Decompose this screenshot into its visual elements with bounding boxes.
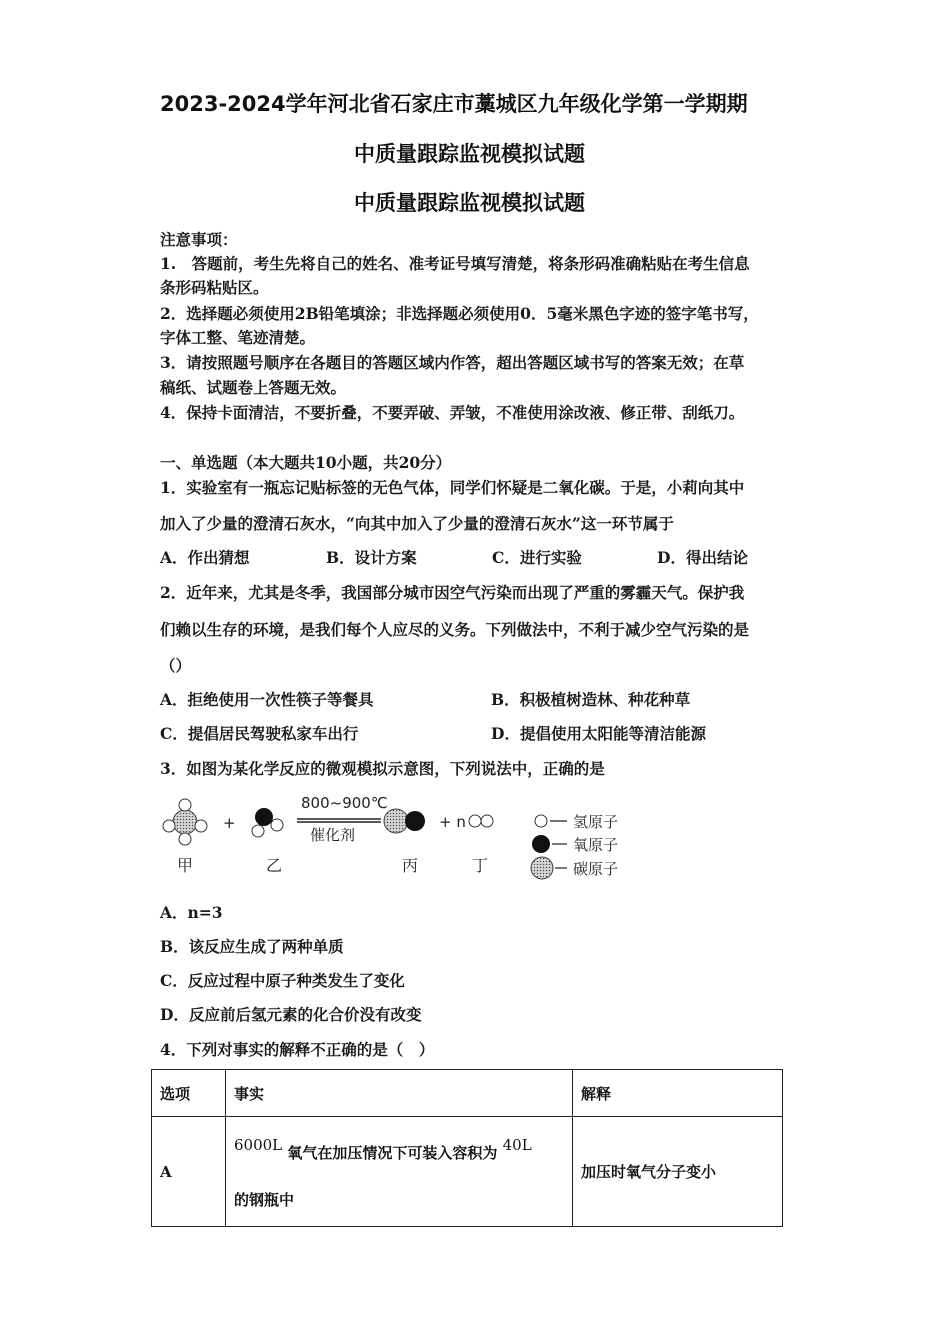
legend-oxygen: 氧原子 (573, 836, 619, 854)
header-fact: 事实 (226, 1070, 573, 1117)
q1-option-d: D．得出结论 (657, 548, 748, 567)
fact-text: 氧气在加压情况下可装入容积为 (287, 1144, 498, 1162)
q4-stem: 4．下列对事实的解释不正确的是（ ） (160, 1040, 435, 1059)
row-a-explain: 加压时氧气分子变小 (573, 1117, 783, 1227)
q1-stem-a: 1．实验室有一瓶忘记贴标签的无色气体，同学们怀疑是二氧化碳。于是，小莉向其中 (160, 478, 745, 497)
plus-n-sign: + n (439, 813, 466, 831)
label-ding: 丁 (472, 856, 489, 875)
title-line-1: 2023-2024学年河北省石家庄市藁城区九年级化学第一学期期 (160, 92, 748, 116)
molecule-ding (469, 815, 493, 827)
header-option: 选项 (152, 1070, 226, 1117)
legend (531, 813, 618, 879)
table-row (152, 1117, 783, 1227)
q4-table (151, 1069, 783, 1227)
notice-item-4: 4．保持卡面清洁，不要折叠，不要弄破、弄皱，不准使用涂改液、修正带、刮纸刀。 (160, 403, 745, 422)
molecule-yi (252, 808, 283, 837)
q1-stem-b: 加入了少量的澄清石灰水，“向其中加入了少量的澄清石灰水”这一环节属于 (160, 514, 674, 533)
condition-bottom: 催化剂 (310, 826, 356, 844)
q2-stem-b: 们赖以生存的环境，是我们每个人应尽的义务。下列做法中，不利于减少空气污染的是 (160, 620, 750, 639)
label-jia: 甲 (177, 856, 194, 875)
notice-item-2a: 2．选择题必须使用2B铅笔填涂；非选择题必须使用0．5毫米黑色字迹的签字笔书写， (160, 304, 759, 323)
fact-volume-6000: 6000L (234, 1136, 283, 1154)
condition-top: 800~900℃ (301, 794, 388, 812)
table-header-row (152, 1070, 783, 1117)
notice-item-1b: 条形码粘贴区。 (160, 278, 269, 297)
label-yi: 乙 (266, 856, 283, 875)
notice-item-3a: 3．请按照题号顺序在各题目的答题区域内作答，超出答题区域书写的答案无效；在草 (160, 353, 745, 372)
q2-stem-a: 2．近年来，尤其是冬季，我国部分城市因空气污染而出现了严重的雾霾天气。保护我 (160, 583, 745, 602)
notice-item-3b: 稿纸、试题卷上答题无效。 (160, 378, 347, 397)
notice-item-2b: 字体工整、笔迹清楚。 (160, 328, 316, 347)
legend-hydrogen: 氢原子 (573, 813, 619, 831)
section-heading: 一、单选题（本大题共10小题，共20分） (160, 453, 452, 472)
q3-option-d: D．反应前后氢元素的化合价没有改变 (160, 1005, 422, 1024)
label-bing: 丙 (402, 856, 419, 875)
q1-option-a: A．作出猜想 (160, 548, 250, 567)
q3-stem: 3．如图为某化学反应的微观模拟示意图，下列说法中，正确的是 (160, 759, 605, 778)
q1-option-b: B．设计方案 (326, 548, 417, 567)
molecule-bing (384, 809, 425, 833)
row-a-fact (226, 1117, 573, 1227)
molecule-jia (163, 799, 207, 845)
fact-volume-40: 40L (502, 1136, 532, 1154)
row-a-option: A (152, 1117, 226, 1227)
q2-option-b: B．积极植树造林、种花种草 (491, 690, 691, 709)
q2-option-a: A．拒绝使用一次性筷子等餐具 (160, 690, 374, 709)
plus-sign-1: + (223, 814, 236, 832)
reaction-diagram (155, 788, 645, 888)
q1-option-c: C．进行实验 (492, 548, 582, 567)
title-line-3: 中质量跟踪监视模拟试题 (354, 191, 585, 215)
q2-stem-c: （） (160, 656, 192, 675)
notice-heading: 注意事项： (160, 230, 238, 249)
q3-option-b: B．该反应生成了两种单质 (160, 937, 344, 956)
legend-carbon: 碳原子 (573, 860, 619, 878)
q3-option-a: A．n=3 (160, 903, 223, 922)
q3-option-c: C．反应过程中原子种类发生了变化 (160, 971, 405, 990)
notice-item-1a: 1. 答题前，考生先将自己的姓名、准考证号填写清楚，将条形码准确粘贴在考生信息 (160, 254, 750, 273)
header-explain: 解释 (573, 1070, 783, 1117)
title-line-2: 中质量跟踪监视模拟试题 (354, 142, 585, 166)
fact-tail: 的钢瓶中 (234, 1191, 295, 1209)
q2-option-d: D．提倡使用太阳能等清洁能源 (491, 724, 706, 743)
q2-option-c: C．提倡居民驾驶私家车出行 (160, 724, 359, 743)
